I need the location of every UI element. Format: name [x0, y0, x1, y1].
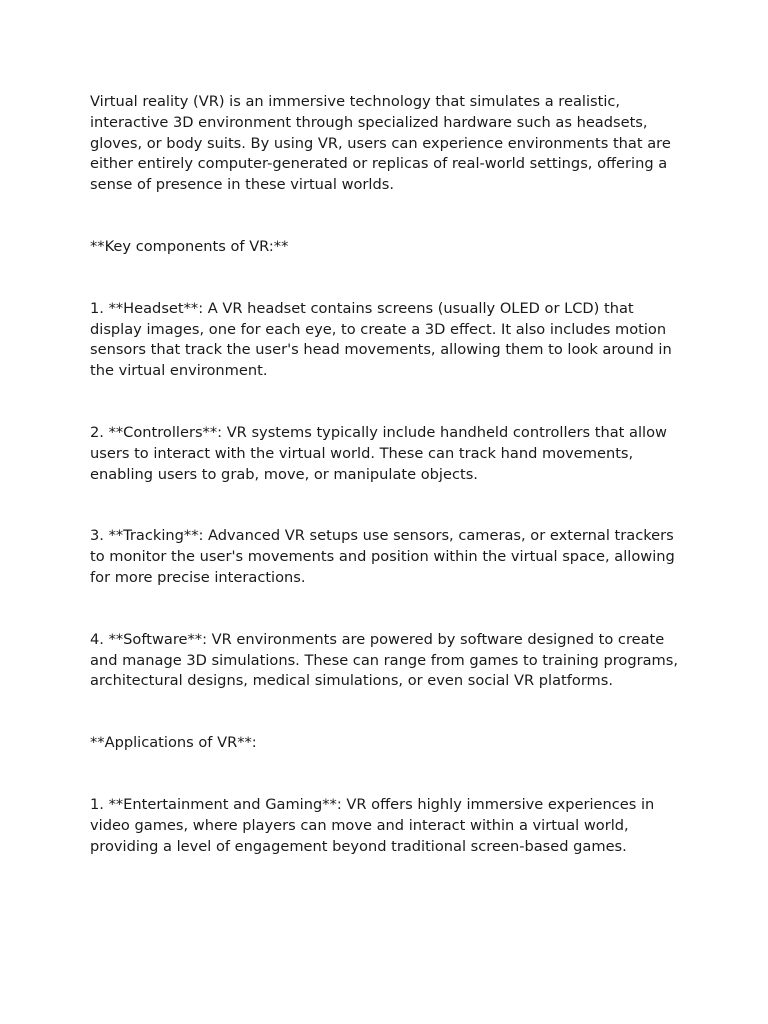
list-item-entertainment-gaming: 1. **Entertainment and Gaming**: VR offers highly immersive experiences in video games, where players can move and interact within a virtual world, providing a level of engagement beyond traditional screen-based games. — [90, 795, 655, 855]
intro-paragraph: Virtual reality (VR) is an immersive technology that simulates a realistic, interactive 3D environment through specialized hardware such as headsets, gloves, or body suits. By using VR, users can experience environments that are either entirely computer-generated or replicas of real-world settings, offering a sense of presence in these virtual worlds. — [90, 93, 671, 194]
section-heading-key-components: **Key components of VR:** — [90, 237, 289, 255]
list-item-headset: 1. **Headset**: A VR headset contains screens (usually OLED or LCD) that display images, one for each eye, to create a 3D effect. It also includes motion sensors that track the user's head movements, allowing them to look around in the virtual environment. — [90, 299, 672, 380]
list-item-controllers: 2. **Controllers**: VR systems typically include handheld controllers that allow users to interact with the virtual world. These can track hand movements, enabling users to grab, move, or manipulate objects. — [90, 423, 667, 483]
list-item-software: 4. **Software**: VR environments are powered by software designed to create and manage 3D simulations. These can range from games to training programs, architectural designs, medical simulations, or even social VR platforms. — [90, 630, 678, 690]
list-item-tracking: 3. **Tracking**: Advanced VR setups use sensors, cameras, or external trackers to monitor the user's movements and position within the virtual space, allowing for more precise interactions. — [90, 527, 675, 586]
document-body — [90, 92, 690, 857]
section-heading-applications: **Applications of VR**: — [90, 734, 257, 752]
